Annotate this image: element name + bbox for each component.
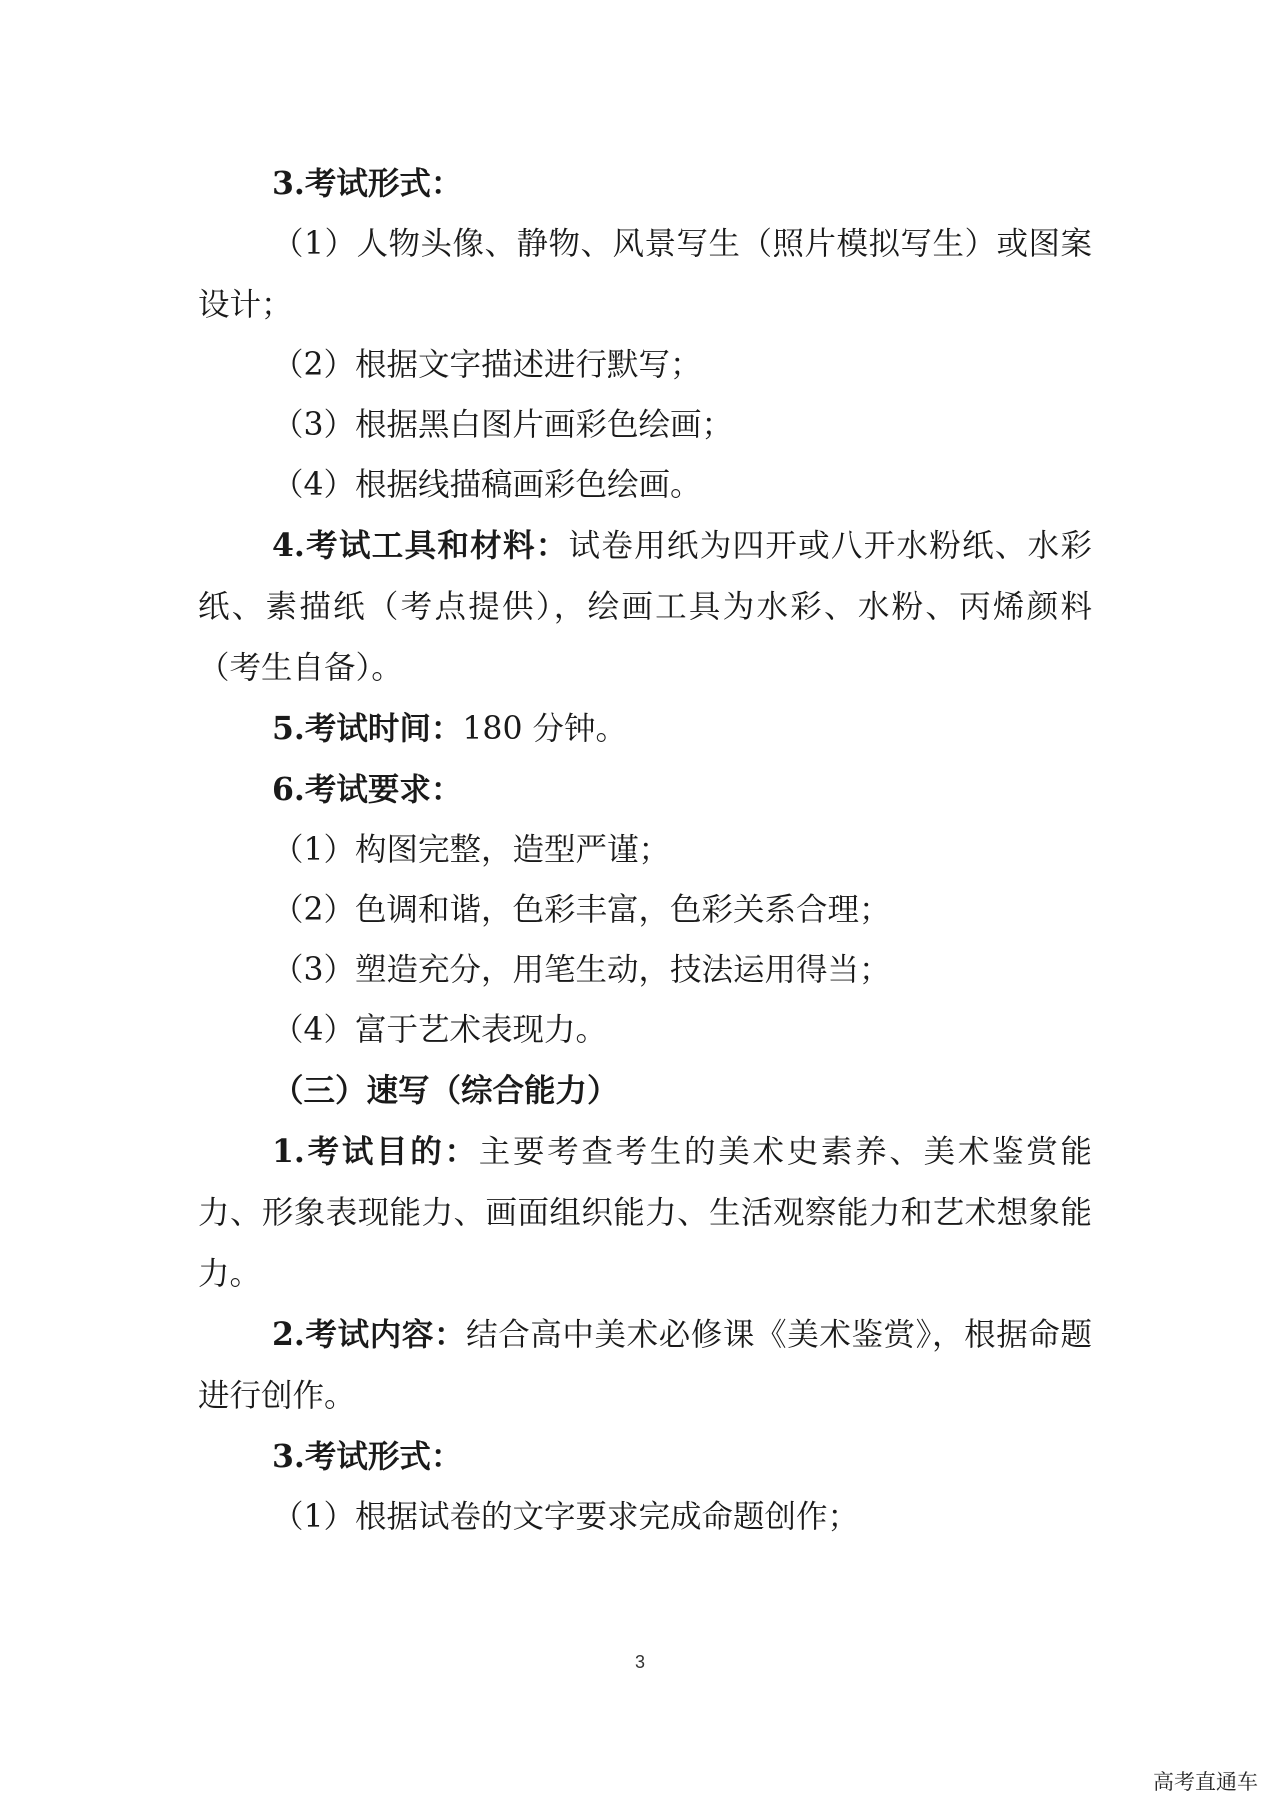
heading: 5.考试时间： (272, 710, 463, 747)
heading: 4.考试工具和材料： (272, 527, 569, 564)
paragraph-text: 结合高中美术必修课《美术鉴赏》，根据命题进行创作。 (198, 1317, 1092, 1414)
paragraph-text: 180 分钟。 (462, 711, 628, 747)
paragraph-text: （4）根据线描稿画彩色绘画。 (272, 467, 702, 503)
paragraph-requirement-3 (198, 953, 1092, 988)
paragraph-format-item-1 (198, 214, 1092, 336)
paragraph-requirement-4 (198, 1013, 1092, 1048)
paragraph-exam-time (198, 711, 1092, 747)
paragraph-text: （3）塑造充分，用笔生动，技法运用得当； (272, 952, 891, 988)
heading: 1.考试目的： (272, 1133, 479, 1170)
paragraph-tools-materials (198, 515, 1092, 699)
paragraph-format2-item-1 (198, 1500, 1092, 1535)
paragraph-text: （1）人物头像、静物、风景写生（照片模拟写生）或图案设计； (198, 226, 1092, 323)
paragraph-exam-purpose (198, 1121, 1092, 1305)
heading: 3.考试形式： (272, 1438, 463, 1475)
heading: （三）速写（综合能力） (272, 1072, 619, 1109)
paragraph-text: 主要考查考生的美术史素养、美术鉴赏能力、形象表现能力、画面组织能力、生活观察能力和艺术想象能力。 (198, 1134, 1092, 1292)
heading: 6.考试要求： (272, 771, 463, 808)
heading: 2.考试内容： (272, 1316, 467, 1353)
watermark: 高考直通车 (1153, 1770, 1258, 1794)
heading: 3.考试形式： (272, 165, 463, 202)
paragraph-text: 试卷用纸为四开或八开水粉纸、水彩纸、素描纸（考点提供），绘画工具为水彩、水粉、丙烯颜料（考生自备）。 (198, 528, 1092, 686)
paragraph-format-item-4 (198, 468, 1092, 503)
paragraph-format-item-3 (198, 408, 1092, 443)
section-heading-sketch (198, 1073, 1092, 1109)
paragraph-text: （2）根据文字描述进行默写； (272, 347, 702, 383)
paragraph-text: （4）富于艺术表现力。 (272, 1012, 608, 1048)
paragraph-format-item-2 (198, 348, 1092, 383)
paragraph-exam-format-heading-2 (198, 1439, 1092, 1475)
paragraph-requirement-2 (198, 893, 1092, 928)
paragraph-exam-format-heading (198, 166, 1092, 202)
page-number: 3 (634, 1652, 645, 1672)
paragraph-requirement-1 (198, 833, 1092, 868)
paragraph-exam-requirements-heading (198, 772, 1092, 808)
paragraph-text: （1）根据试卷的文字要求完成命题创作； (272, 1499, 860, 1535)
paragraph-exam-content (198, 1304, 1092, 1427)
paragraph-text: （3）根据黑白图片画彩色绘画； (272, 407, 734, 443)
paragraph-text: （1）构图完整，造型严谨； (272, 832, 671, 868)
document-body (198, 166, 1092, 1560)
paragraph-text: （2）色调和谐，色彩丰富，色彩关系合理； (272, 892, 891, 928)
